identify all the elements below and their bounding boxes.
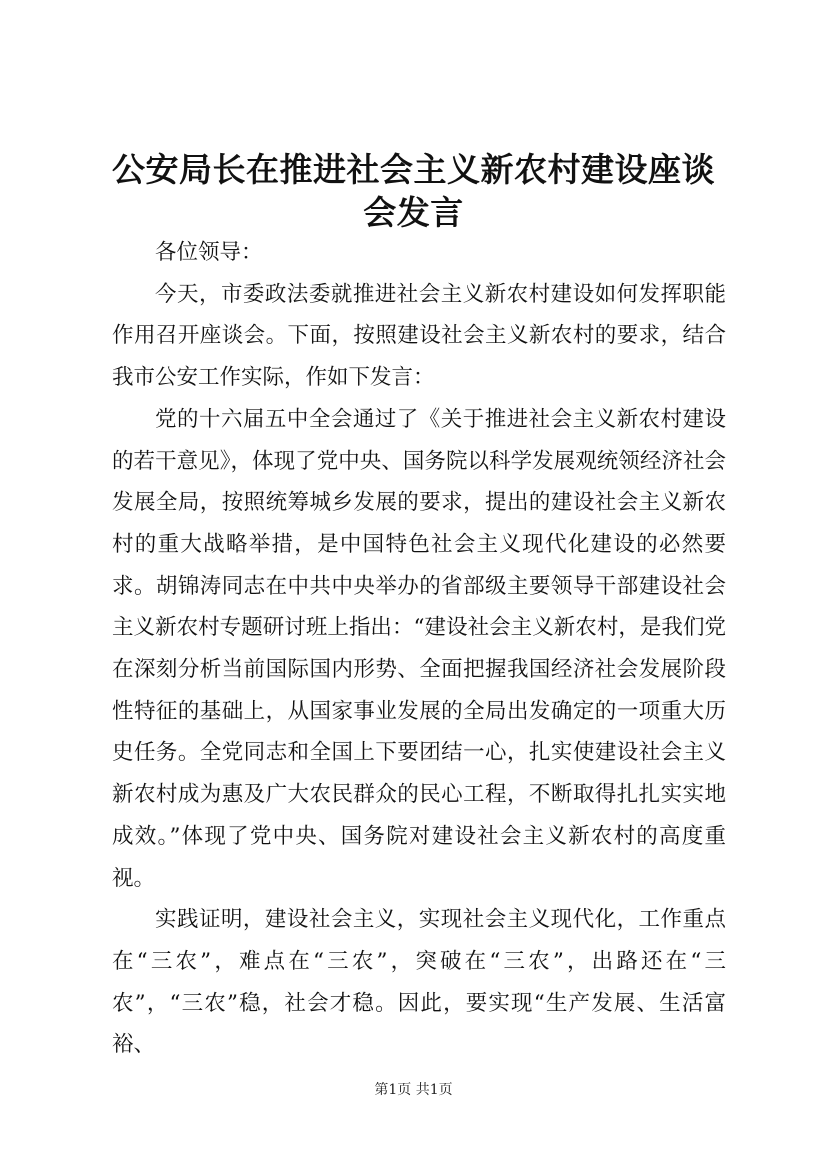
salutation: 各位领导： [155, 240, 263, 265]
document-body [112, 232, 726, 1066]
page-footer [0, 1080, 827, 1100]
document-title: 公安局长在推进社会主义新农村建设座谈会发言 [112, 150, 715, 232]
page-number: 第1页 共1页 [374, 1082, 453, 1098]
paragraph-1: 今天，市委政法委就推进社会主义新农村建设如何发挥职能作用召开座谈会。下面，按照建设社会主义新农村的要求，结合我市公安工作实际，作如下发言： [112, 281, 726, 391]
paragraph-2: 党的十六届五中全会通过了《关于推进社会主义新农村建设的若干意见》，体现了党中央、国务院以科学发展观统领经济社会发展全局，按照统筹城乡发展的要求，提出的建设社会主义新农村的重大战略举措，是中国特色社会主义现代化建设的必然要求。胡锦涛同志在中共中央举办的省部级主要领导干部建设社会主义新农村专题研讨班上指出：“建设社会主义新农村，是我们党在深刻分析当前国际国内形势、全面把握我国经济社会发展阶段性特征的基础上，从国家事业发展的全局出发确定的一项重大历史任务。全党同志和全国上下要团结一心，扎实使建设社会主义新农村成为惠及广大农民群众的民心工程，不断取得扎扎实实地成效。”体现了党中央、国务院对建设社会主义新农村的高度重视。 [112, 406, 726, 891]
paragraph-3: 实践证明，建设社会主义，实现社会主义现代化，工作重点在“三农”，难点在“三农”，突破在“三农”，出路还在“三农”，“三农”稳，社会才稳。因此，要实现“生产发展、生活富裕、 [112, 907, 726, 1058]
